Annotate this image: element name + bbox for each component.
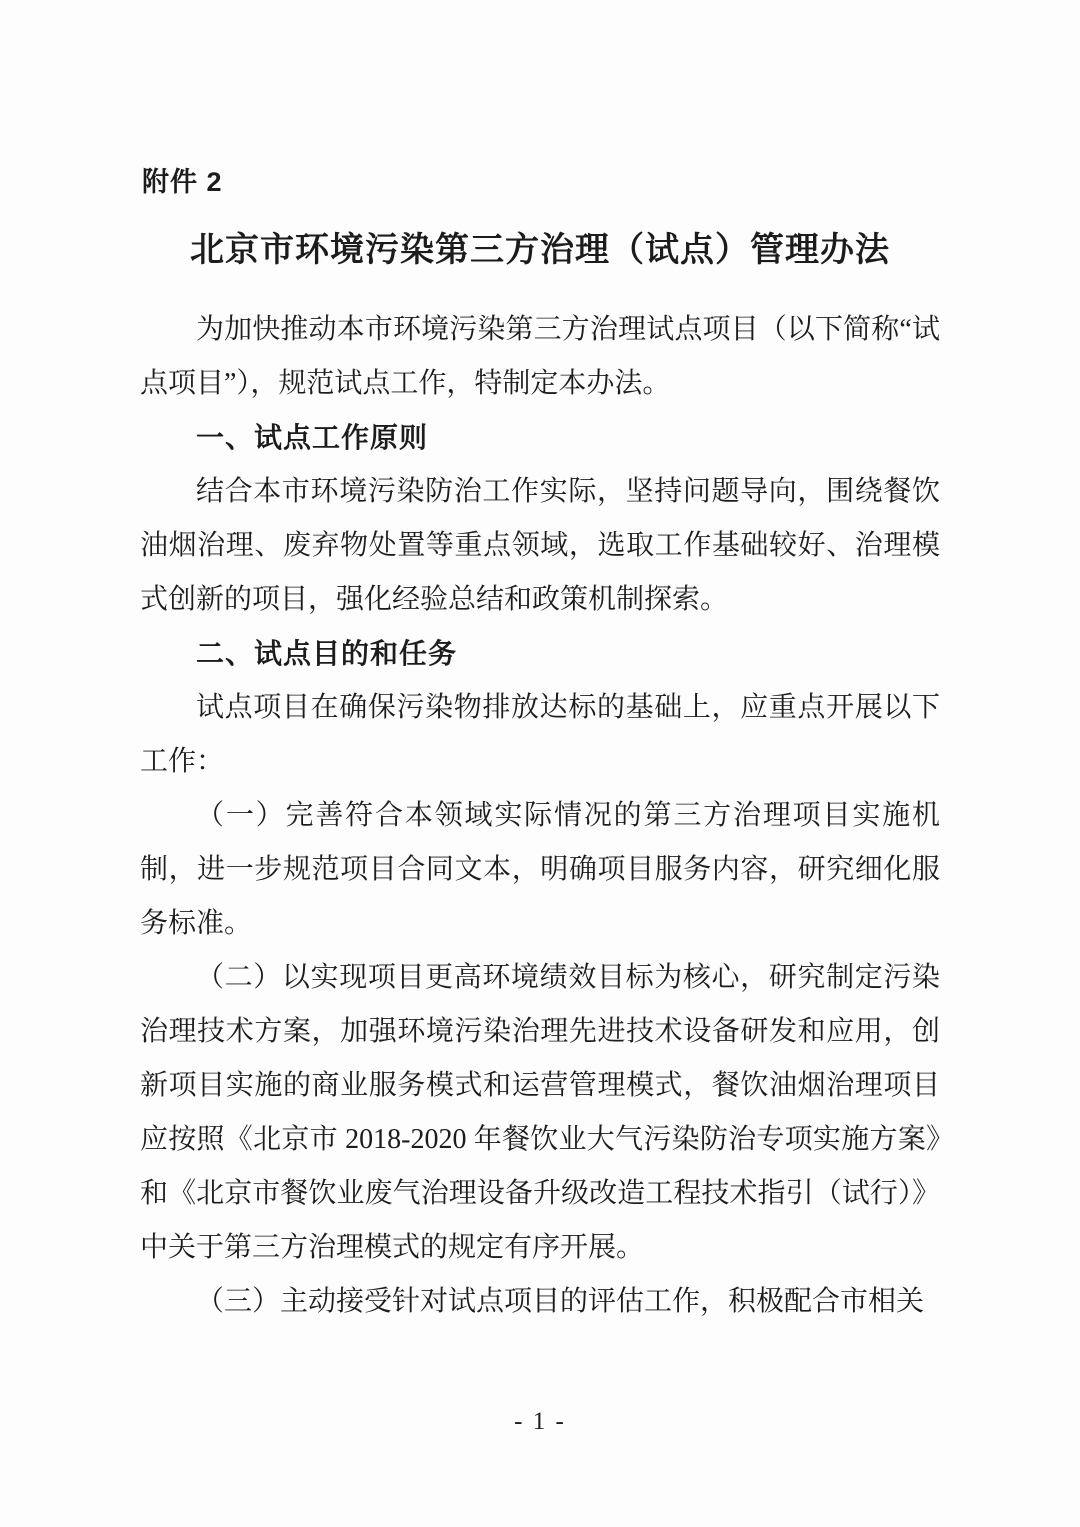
paragraph-intro: 为加快推动本市环境污染第三方治理试点项目（以下简称“试点项目”），规范试点工作，特制定本办法。	[140, 314, 940, 399]
paragraph-section2-lead: 试点项目在确保污染物排放达标的基础上，应重点开展以下工作：	[140, 692, 940, 777]
paragraph-item-1: （一）完善符合本领域实际情况的第三方治理项目实施机制，进一步规范项目合同文本，明确项目服务内容，研究细化服务标准。	[140, 800, 940, 939]
section-heading-2: 二、试点目的和任务	[196, 638, 458, 669]
paragraph-item-2: （二）以实现项目更高环境绩效目标为核心，研究制定污染治理技术方案，加强环境污染治理先进技术设备研发和应用，创新项目实施的商业服务模式和运营管理模式，餐饮油烟治理项目应按照《北京市 2018-2020 年餐饮业大气污染防治专项实施方案》和《北京市餐饮业废气治理设备升级改造工程技术指引（试行）》中关于第三方治理模式的规定有序开展。	[140, 962, 940, 1263]
page-number: - 1 -	[514, 1408, 566, 1435]
document-title: 北京市环境污染第三方治理（试点）管理办法	[190, 232, 890, 269]
paragraph-item-3: （三）主动接受针对试点项目的评估工作，积极配合市相关	[196, 1286, 925, 1317]
section-heading-1: 一、试点工作原则	[196, 422, 429, 453]
paragraph-section1: 结合本市环境污染防治工作实际，坚持问题导向，围绕餐饮油烟治理、废弃物处置等重点领域，选取工作基础较好、治理模式创新的项目，强化经验总结和政策机制探索。	[140, 476, 940, 615]
document-body	[140, 303, 940, 1329]
attachment-label: 附件 2	[142, 167, 223, 197]
